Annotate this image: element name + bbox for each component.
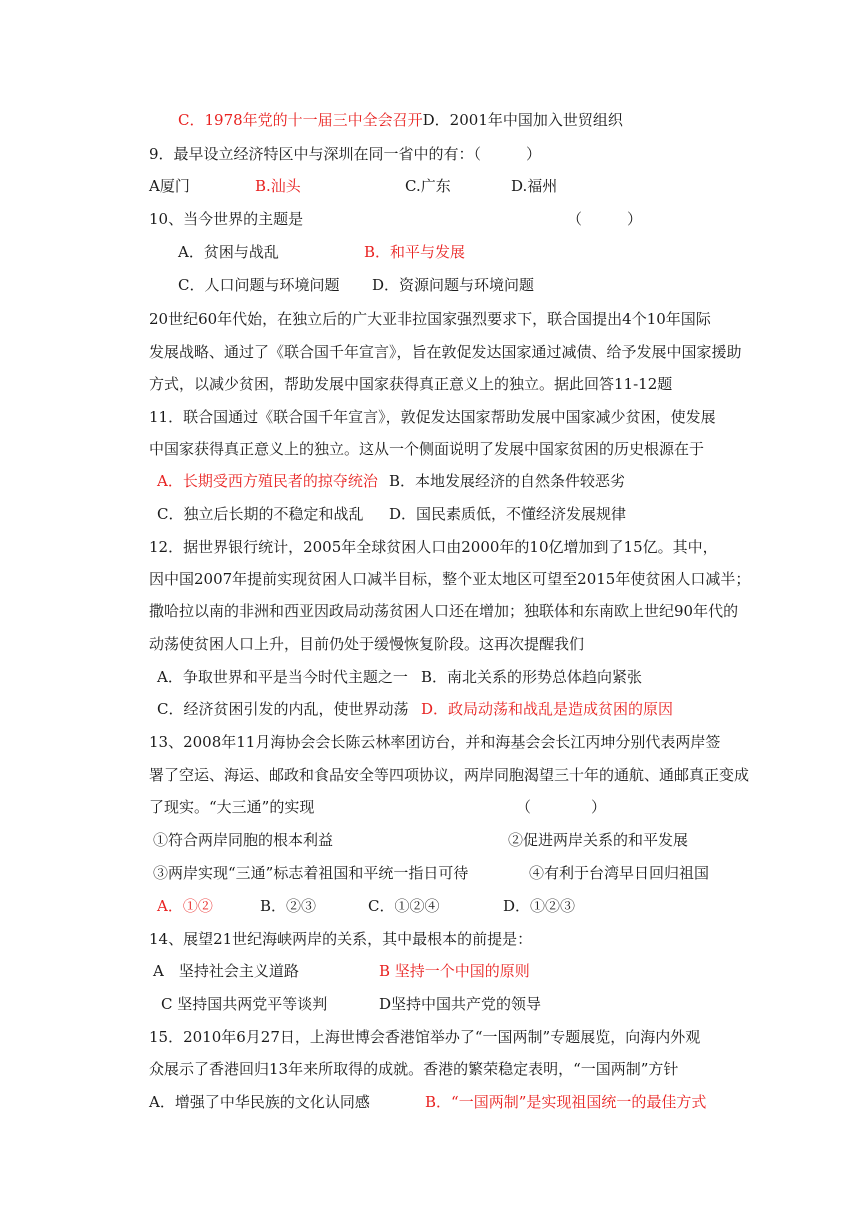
q13-items-line-1 xyxy=(153,830,723,850)
q9-option-d: D.福州 xyxy=(511,177,558,195)
q13-stem-line-3 xyxy=(149,797,629,817)
q15-option-a: A．增强了中华民族的文化认同感 xyxy=(149,1093,370,1111)
passage-line-3: 方式，以减少贫困，帮助发展中国家获得真正意义上的独立。据此回答11-12题 xyxy=(149,375,673,393)
q13-options-line xyxy=(157,896,627,916)
q15-stem-line-1: 15．2010年6月27日，上海世博会香港馆举办了“一国两制”专题展览，向海内外观 xyxy=(149,1028,701,1046)
q10-stem-line xyxy=(149,209,669,229)
q11-stem-line-1: 11．联合国通过《联合国千年宣言》，敦促发达国家帮助发展中国家减少贫困，使发展 xyxy=(149,408,716,426)
q12-option-c: C．经济贫困引发的内乱，使世界动荡 xyxy=(157,700,409,718)
q12-option-d: D．政局动荡和战乱是造成贫困的原因 xyxy=(421,700,674,718)
q13-items-line-2 xyxy=(153,863,723,883)
passage-line-2: 发展战略、通过了《联合国千年宣言》，旨在敦促发达国家通过减债、给予发展中国家援助 xyxy=(149,343,742,361)
q12-stem-line-4: 动荡使贫困人口上升，目前仍处于缓慢恢复阶段。这再次提醒我们 xyxy=(149,635,585,653)
q12-option-a: A．争取世界和平是当今时代主题之一 xyxy=(157,668,408,686)
q11-option-b: B．本地发展经济的自然条件较恶劣 xyxy=(389,472,626,490)
q10-option-d: D．资源问题与环境问题 xyxy=(372,276,535,294)
q13-stem-line-2: 署了空运、海运、邮政和食品安全等四项协议，两岸同胞渴望三十年的通航、通邮真正变成 xyxy=(149,766,750,784)
q13-item-4: ④有利于台湾早日回归祖国 xyxy=(529,864,710,882)
q8-options-line xyxy=(178,110,623,130)
q11-option-a: A．长期受西方殖民者的掠夺统治 xyxy=(157,472,378,490)
q9-options-line xyxy=(149,176,749,196)
q15-options-line xyxy=(149,1092,729,1112)
q13-stem-line-3-text: 了现实。“大三通”的实现 xyxy=(149,798,315,816)
q12-options-line-1 xyxy=(157,667,717,687)
q10-options-line-2 xyxy=(178,275,678,295)
q12-stem-line-3: 撒哈拉以南的非洲和西亚因政局动荡贫困人口还在增加；独联体和东南欧上世纪90年代的 xyxy=(149,602,739,620)
q13-stem-line-1: 13、2008年11月海协会会长陈云林率团访台，并和海基会会长江丙坤分别代表两岸签 xyxy=(149,733,721,751)
q11-option-c: C．独立后长期的不稳定和战乱 xyxy=(157,505,364,523)
q14-option-d: D坚持中国共产党的领导 xyxy=(379,995,542,1013)
passage-line-1: 20世纪60年代始，在独立后的广大亚非拉国家强烈要求下，联合国提出4个10年国际 xyxy=(149,310,711,328)
q13-option-c: C．①②④ xyxy=(368,897,440,915)
q10-stem: 10、当今世界的主题是 xyxy=(149,210,304,228)
q13-option-d: D．①②③ xyxy=(503,897,576,915)
q13-answer-paren: （ ） xyxy=(516,798,607,816)
q10-options-line-1 xyxy=(178,242,678,262)
q8-option-d: D．2001年中国加入世贸组织 xyxy=(422,111,623,129)
q9-option-b: B.汕头 xyxy=(255,177,301,195)
q15-stem-line-2: 众展示了香港回归13年来所取得的成就。香港的繁荣稳定表明，“一国两制”方针 xyxy=(149,1060,679,1078)
q12-options-line-2 xyxy=(157,699,717,719)
q10-option-c: C．人口问题与环境问题 xyxy=(178,276,340,294)
q11-options-line-1 xyxy=(157,471,717,491)
q14-option-b: B 坚持一个中国的原则 xyxy=(379,962,530,980)
q9-stem: 9．最早设立经济特区中与深圳在同一省中的有：（ ） xyxy=(149,145,542,163)
q13-item-3: ③两岸实现“三通”标志着祖国和平统一指日可待 xyxy=(153,864,469,882)
q11-stem-line-2: 中国家获得真正意义上的独立。这从一个侧面说明了发展中国家贫困的历史根源在于 xyxy=(149,440,705,458)
q10-option-b: B．和平与发展 xyxy=(364,243,466,261)
q12-stem-line-2: 因中国2007年提前实现贫困人口减半目标，整个亚太地区可望至2015年使贫困人口减半； xyxy=(149,570,751,588)
q11-option-d: D．国民素质低，不懂经济发展规律 xyxy=(389,505,627,523)
q14-option-c: C 坚持国共两党平等谈判 xyxy=(161,995,328,1013)
q14-options-line-2 xyxy=(161,994,581,1014)
q13-option-a: A．①② xyxy=(157,897,213,915)
q13-option-b: B．②③ xyxy=(260,897,317,915)
q10-option-a: A．贫困与战乱 xyxy=(178,243,279,261)
q9-option-c: C.广东 xyxy=(405,177,451,195)
q12-stem-line-1: 12．据世界银行统计，2005年全球贫困人口由2000年的10亿增加到了15亿。其中， xyxy=(149,538,718,556)
q12-option-b: B．南北关系的形势总体趋向紧张 xyxy=(421,668,643,686)
q15-option-b: B．“一国两制”是实现祖国统一的最佳方式 xyxy=(425,1093,707,1111)
q14-stem: 14、展望21世纪海峡两岸的关系，其中最根本的前提是： xyxy=(149,930,533,948)
q14-options-line-1 xyxy=(153,961,573,981)
q13-item-1: ①符合两岸同胞的根本利益 xyxy=(153,831,334,849)
q9-option-a: A厦门 xyxy=(149,177,190,195)
q14-option-a: A 坚持社会主义道路 xyxy=(153,962,299,980)
q10-answer-paren: （ ） xyxy=(567,210,643,228)
q8-option-c: C．1978年党的十一届三中全会召开 xyxy=(178,111,423,129)
q11-options-line-2 xyxy=(157,504,717,524)
q13-item-2: ②促进两岸关系的和平发展 xyxy=(508,831,689,849)
